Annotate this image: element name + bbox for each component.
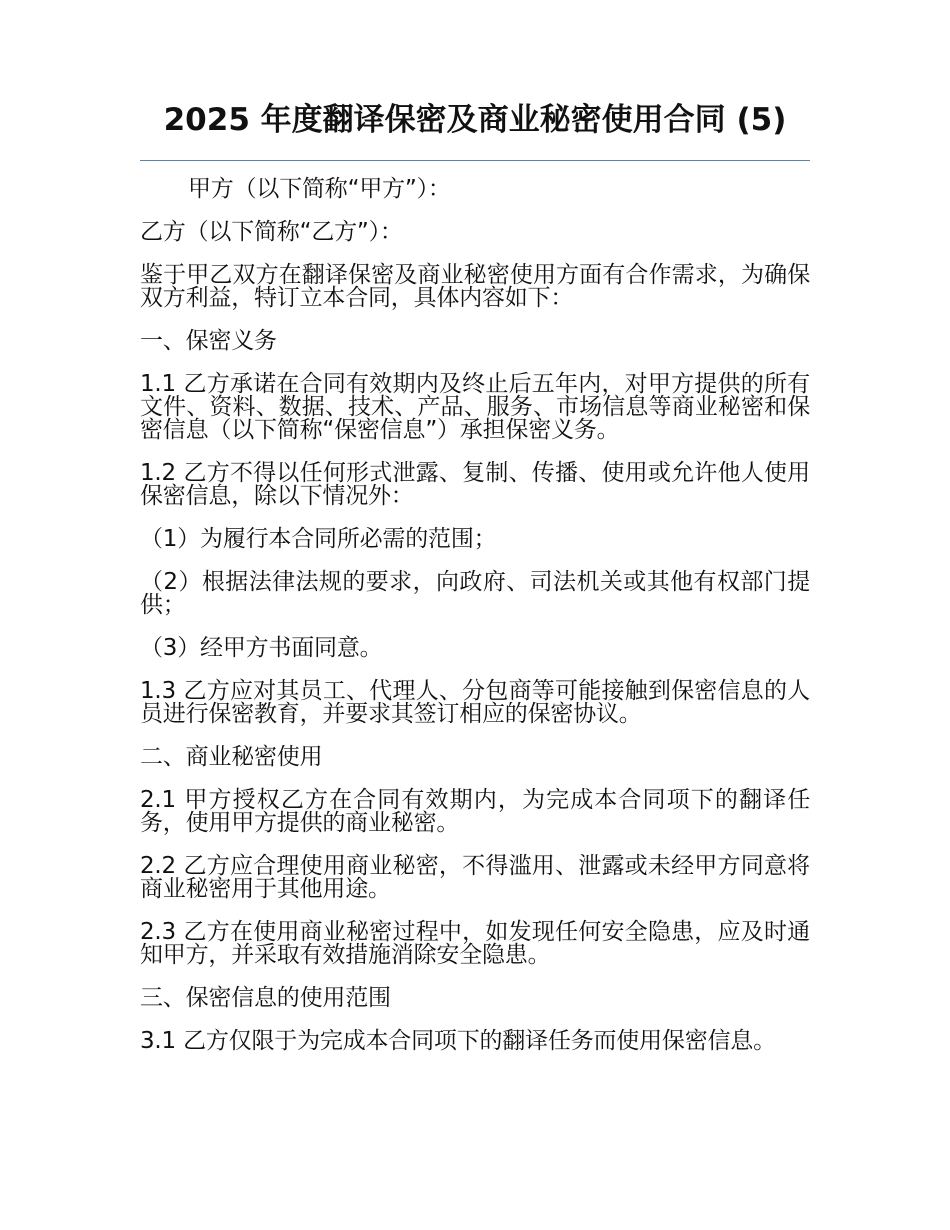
party-a-line: 甲方（以下简称“甲方”）：	[188, 176, 451, 202]
clause-paragraph: 1.3 乙方应对其员工、代理人、分包商等可能接触到保密信息的人员进行保密教育，并要求其签订相应的保密协议。	[140, 678, 810, 727]
clause-paragraph: 2.1 甲方授权乙方在合同有效期内，为完成本合同项下的翻译任务，使用甲方提供的商业秘密。	[140, 787, 810, 836]
list-item: （3）经甲方书面同意。	[140, 635, 383, 661]
section-heading: 三、保密信息的使用范围	[140, 985, 391, 1011]
list-item: （1）为履行本合同所必需的范围；	[140, 526, 497, 552]
list-item: （2）根据法律法规的要求，向政府、司法机关或其他有权部门提供；	[140, 569, 810, 618]
preamble-paragraph: 鉴于甲乙双方在翻译保密及商业秘密使用方面有合作需求，为确保双方利益，特订立本合同，具体内容如下：	[140, 262, 810, 311]
section-heading: 一、保密义务	[140, 328, 277, 354]
title-divider	[140, 160, 810, 161]
clause-paragraph: 2.3 乙方在使用商业秘密过程中，如发现任何安全隐患，应及时通知甲方，并采取有效措施消除安全隐患。	[140, 919, 810, 968]
clause-paragraph: 3.1 乙方仅限于为完成本合同项下的翻译任务而使用保密信息。	[140, 1028, 776, 1054]
section-heading: 二、商业秘密使用	[140, 744, 323, 770]
document-title: 2025 年度翻译保密及商业秘密使用合同 (5)	[163, 102, 787, 138]
document-body	[140, 178, 810, 1073]
party-b-line: 乙方（以下简称“乙方”）：	[140, 219, 403, 245]
clause-paragraph: 1.1 乙方承诺在合同有效期内及终止后五年内，对甲方提供的所有文件、资料、数据、技术、产品、服务、市场信息等商业秘密和保密信息（以下简称“保密信息”）承担保密义务。	[140, 371, 810, 443]
clause-paragraph: 2.2 乙方应合理使用商业秘密，不得滥用、泄露或未经甲方同意将商业秘密用于其他用途。	[140, 853, 810, 902]
clause-paragraph: 1.2 乙方不得以任何形式泄露、复制、传播、使用或允许他人使用保密信息，除以下情况外：	[140, 460, 810, 509]
